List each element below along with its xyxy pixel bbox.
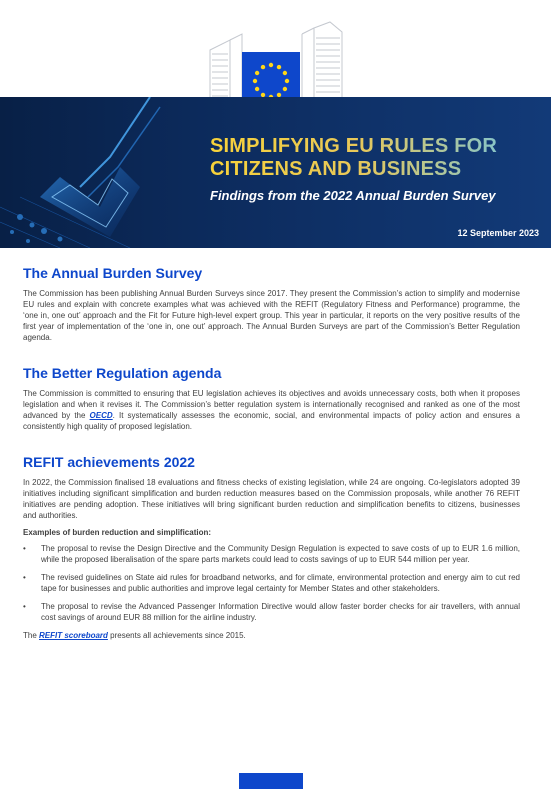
section-heading: The Better Regulation agenda xyxy=(23,365,222,381)
section-paragraph: The Commission has been publishing Annual Burden Surveys since 2017. They present the Commission’s action to simplify and modernise EU rules and explain with concrete examples what was achieved with the REFIT (Regulatory Fitness and Performance) programme, the ‘one in, one out’ approach and the Fit for Future high-level expert group. This year in particular, it reports on the very positive results of the first year of implementation of the ‘one in, one out’ approach. The Annual Burden Surveys are part of the Commission’s Better Regulation agenda. xyxy=(23,289,520,342)
banner-title-line-1: SIMPLIFYING EU RULES FOR xyxy=(210,135,540,158)
section-annual-burden-survey xyxy=(23,264,520,343)
main-content xyxy=(23,264,520,641)
paragraph-text: The xyxy=(23,631,40,640)
section-heading: The Annual Burden Survey xyxy=(23,265,203,281)
paragraph-text: The Commission is committed to ensuring that EU legislation achieves its objectives and avoids unnecessary costs, both when it proposes legislation and when it revises it. The Commission’s better regulation system is internationally recognised and ranked as one of the most advanced by the xyxy=(23,389,520,420)
banner-title-line-2: CITIZENS AND BUSINESS xyxy=(210,158,540,181)
section-heading: REFIT achievements 2022 xyxy=(23,454,195,470)
paragraph-text: presents all achievements since 2015. xyxy=(107,631,246,640)
examples-list xyxy=(23,543,520,623)
digital-arrow-illustration-icon xyxy=(0,97,200,248)
footer-accent-bar xyxy=(239,773,303,789)
list-item: • The proposal to revise the Advanced Passenger Information Directive would allow faster border checks for air travellers, with annual cost savings of around EUR 88 million for the airline industry. xyxy=(23,601,520,623)
section-refit-achievements xyxy=(23,453,520,641)
closing-paragraph xyxy=(23,630,520,641)
section-paragraph: In 2022, the Commission finalised 18 evaluations and fitness checks of existing legislation, while 24 are ongoing. Co-legislators adopted 39 initiatives including significant simplification and burden reduction measures based on the Commission proposals, while another 76 REFIT initiatives are pending adoption. These initiatives will bring significant burden reduction and simplification benefits to citizens, businesses and authorities. xyxy=(23,478,520,520)
examples-heading: Examples of burden reduction and simplification: xyxy=(23,528,212,537)
oecd-link[interactable]: OECD xyxy=(89,411,113,420)
list-item: • The proposal to revise the Design Directive and the Community Design Regulation is expected to save costs of up to EUR 1.6 million, while the proposed liberalisation of the spare parts markets could lead to costs savings of up to EUR 544 million per year. xyxy=(23,543,520,565)
list-item: • The revised guidelines on State aid rules for broadband networks, and for climate, environmental protection and energy aim to cut red tape for businesses and public authorities and improve legal certainty for Member States and other stakeholders. xyxy=(23,572,520,594)
section-paragraph xyxy=(23,388,520,432)
banner-subtitle: Findings from the 2022 Annual Burden Survey xyxy=(210,188,496,203)
publication-date: 12 September 2023 xyxy=(457,228,539,238)
paragraph-text: . It systematically assesses the economic, social, and environmental impacts of policy action and ensures a consistently high quality of proposed legislation. xyxy=(23,411,520,431)
hero-banner xyxy=(0,97,551,248)
refit-scoreboard-link[interactable]: REFIT scoreboard xyxy=(39,631,108,640)
banner-title xyxy=(210,135,540,181)
section-better-regulation xyxy=(23,364,520,432)
